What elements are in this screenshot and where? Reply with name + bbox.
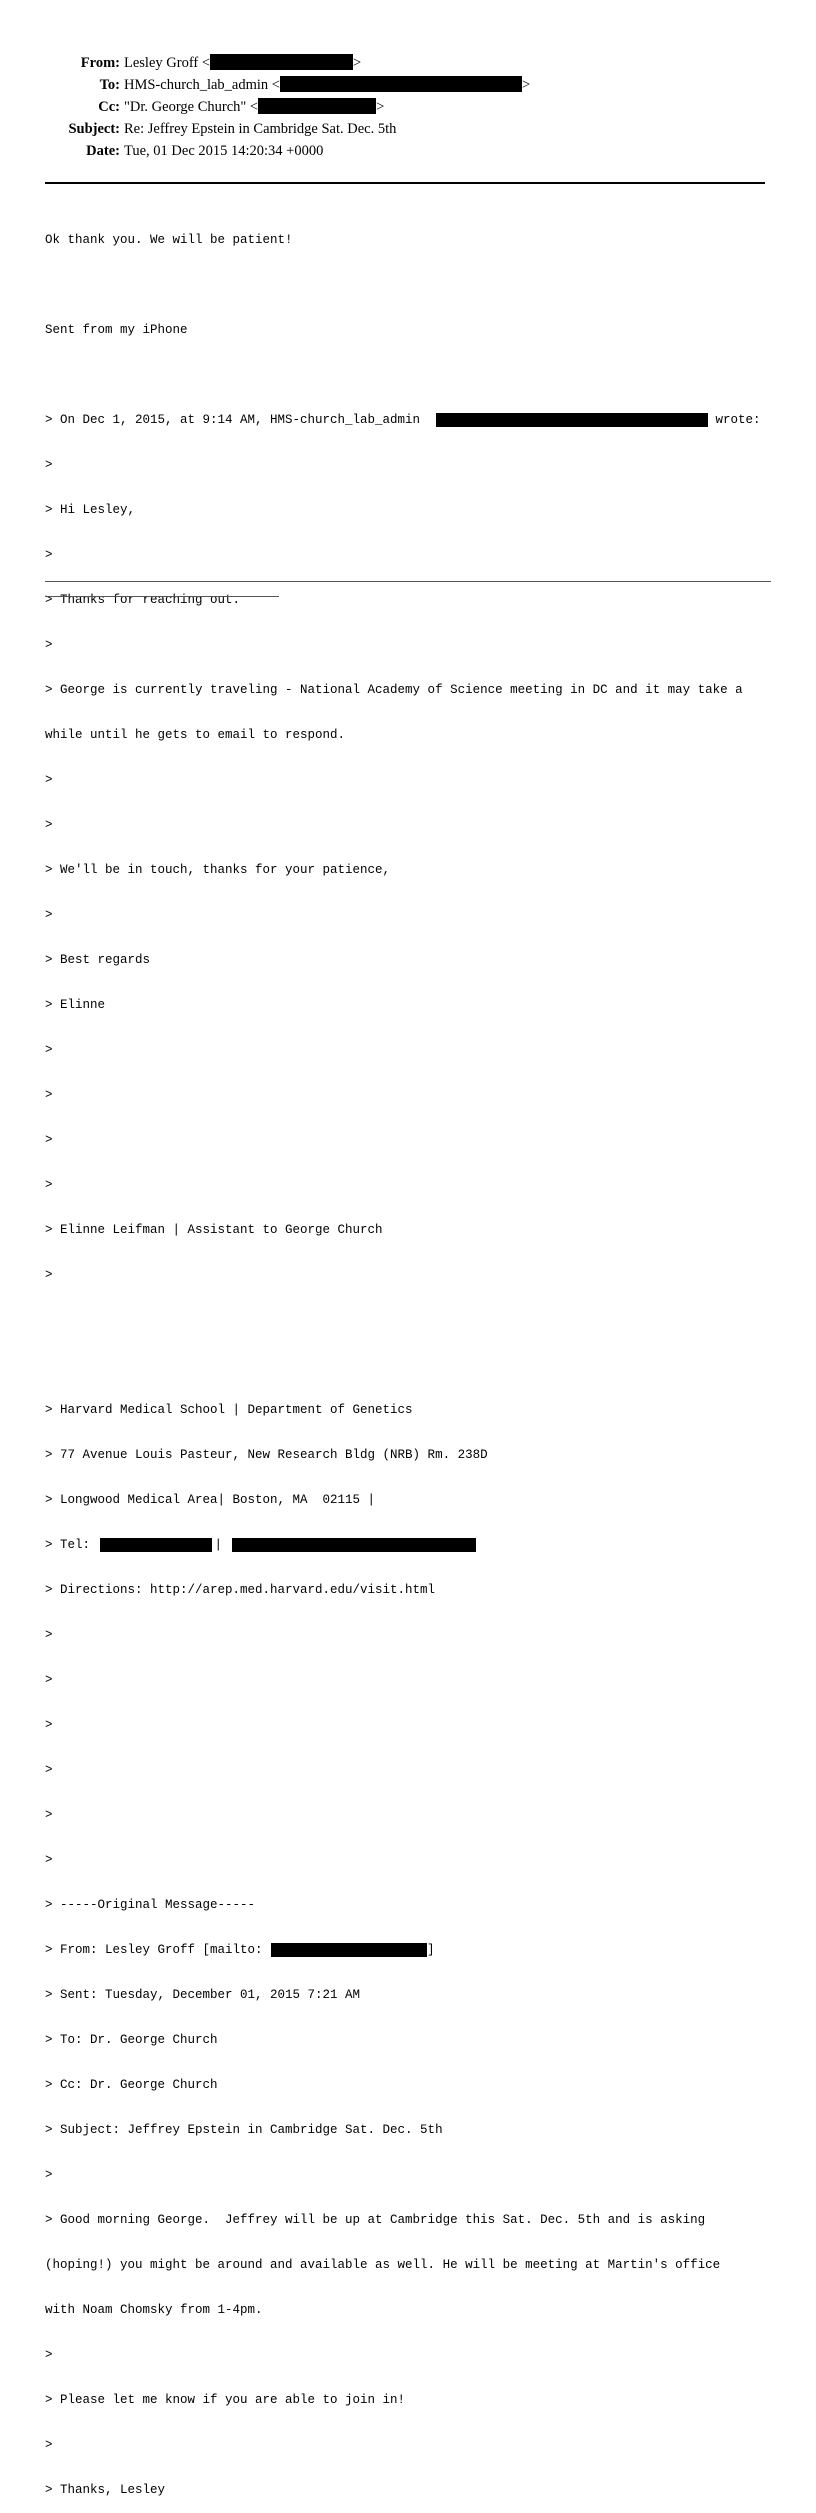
redaction-block	[271, 1943, 427, 1957]
subject-value: Re: Jeffrey Epstein in Cambridge Sat. Dec. 5th	[124, 121, 397, 137]
tel-line	[45, 1538, 775, 1553]
body-line: >	[45, 638, 53, 652]
header-cc	[0, 96, 816, 118]
redaction-block	[232, 1538, 476, 1552]
body-line: Sent from my iPhone	[45, 323, 188, 337]
body-line: Ok thank you. We will be patient!	[45, 233, 293, 247]
quote-header-wrote: wrote:	[708, 413, 761, 427]
original-subject-line: > Subject: Jeffrey Epstein in Cambridge Sat. Dec. 5th	[45, 2123, 443, 2137]
body-line: >	[45, 1853, 53, 1867]
body-line: > Thanks, Lesley	[45, 2483, 166, 2497]
body-line: >	[45, 818, 53, 832]
header-to	[0, 74, 816, 96]
body-line: >	[45, 548, 53, 562]
cc-value	[124, 96, 384, 118]
signature-line: > Harvard Medical School | Department of Genetics	[45, 1403, 413, 1417]
signature-line: > Longwood Medical Area| Boston, MA 02115 |	[45, 1493, 376, 1507]
body-line: >	[45, 1043, 53, 1057]
redaction-block	[280, 76, 522, 92]
body-line: > Elinne Leifman | Assistant to George Church	[45, 1223, 383, 1237]
body-line: >	[45, 1268, 53, 1282]
quote-header-text: > On Dec 1, 2015, at 9:14 AM, HMS-church_lab_admin	[45, 413, 421, 427]
to-close: >	[521, 77, 531, 93]
body-line: while until he gets to email to respond.	[45, 728, 346, 742]
body-line: > George is currently traveling - National Academy of Science meeting in DC and it may take a	[45, 683, 743, 697]
message-body	[45, 203, 775, 2513]
to-name: HMS-church_lab_admin <	[124, 77, 280, 93]
signature-line: > 77 Avenue Louis Pasteur, New Research Bldg (NRB) Rm. 238D	[45, 1448, 488, 1462]
body-line: > Elinne	[45, 998, 106, 1012]
blank-line	[45, 368, 775, 383]
body-line: >	[45, 2438, 53, 2452]
body-line: >	[45, 1088, 53, 1102]
body-line: >	[45, 1808, 53, 1822]
redaction-block	[436, 413, 708, 427]
header-date	[0, 140, 816, 162]
body-line: with Noam Chomsky from 1-4pm.	[45, 2303, 263, 2317]
body-line: >	[45, 2348, 53, 2362]
tel-separator: |	[207, 1538, 223, 1552]
header-subject	[0, 118, 816, 140]
original-from-line	[45, 1943, 775, 1958]
redaction-block	[258, 98, 376, 114]
body-line: > We'll be in touch, thanks for your patience,	[45, 863, 391, 877]
original-cc-line: > Cc: Dr. George Church	[45, 2078, 218, 2092]
body-line: >	[45, 2168, 53, 2182]
body-line: > Thanks for reaching out.	[45, 593, 241, 607]
body-line: >	[45, 1133, 53, 1147]
original-sent-line: > Sent: Tuesday, December 01, 2015 7:21 AM	[45, 1988, 361, 2002]
original-message-line: > -----Original Message-----	[45, 1898, 256, 1912]
body-line: >	[45, 1178, 53, 1192]
signature-divider	[45, 581, 771, 582]
from-label: From:	[80, 55, 120, 71]
directions-line: > Directions: http://arep.med.harvard.edu/visit.html	[45, 1583, 436, 1597]
original-from-close: ]	[427, 1943, 435, 1957]
header-from	[0, 52, 816, 74]
body-line: > Good morning George. Jeffrey will be up at Cambridge this Sat. Dec. 5th and is asking	[45, 2213, 706, 2227]
body-line: > Please let me know if you are able to join in!	[45, 2393, 406, 2407]
redaction-block	[210, 54, 353, 70]
body-line: >	[45, 1763, 53, 1777]
signature-divider-short	[45, 596, 279, 597]
body-line: >	[45, 773, 53, 787]
original-from-text: > From: Lesley Groff [mailto:	[45, 1943, 263, 1957]
body-line: >	[45, 1718, 53, 1732]
body-line: >	[45, 458, 53, 472]
from-close: >	[353, 55, 362, 71]
date-value: Tue, 01 Dec 2015 14:20:34 +0000	[124, 143, 324, 159]
from-name: Lesley Groff <	[124, 55, 211, 71]
body-line: >	[45, 1673, 53, 1687]
to-label: To:	[99, 77, 120, 93]
body-line: (hoping!) you might be around and available as well. He will be meeting at Martin's office	[45, 2258, 721, 2272]
subject-label: Subject:	[68, 121, 120, 137]
body-line: > Best regards	[45, 953, 151, 967]
quote-header-line	[45, 413, 775, 428]
body-line: > Hi Lesley,	[45, 503, 136, 517]
cc-close: >	[376, 99, 385, 115]
redaction-block	[100, 1538, 212, 1552]
cc-label: Cc:	[98, 99, 120, 115]
to-value	[124, 74, 530, 96]
blank-line	[45, 1313, 775, 1328]
tel-label: > Tel:	[45, 1538, 98, 1552]
cc-name: "Dr. George Church" <	[124, 99, 259, 115]
header-divider	[45, 182, 765, 184]
from-value	[124, 52, 361, 74]
original-to-line: > To: Dr. George Church	[45, 2033, 218, 2047]
body-line: >	[45, 1628, 53, 1642]
date-label: Date:	[86, 143, 120, 159]
blank-line	[45, 278, 775, 293]
body-line: >	[45, 908, 53, 922]
blank-line	[45, 1358, 775, 1373]
